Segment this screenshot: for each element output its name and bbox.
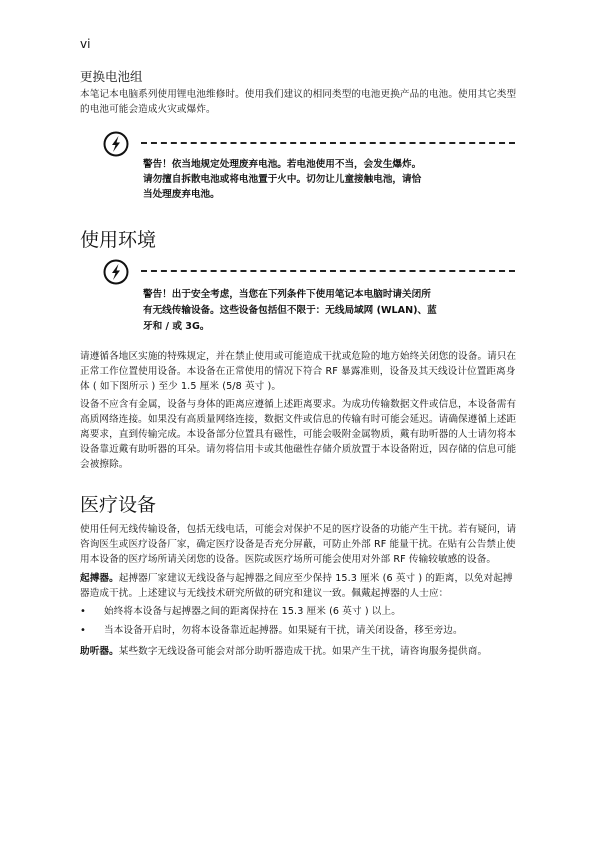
hearing-aid-text: 某些数字无线设备可能会对部分助听器造成干扰。如果产生干扰，请咨询服务提供商。 [118,646,488,657]
environment-paragraph: 设备不应含有金属，设备与身体的距离应遵循上述距离要求。为成功传输数据文件或信息，本设备需有高质网络连接。如果没有高质量网络连接，数据文件或信息的传输有时可能会延迟。请确保遵循上述距离要求，直到传输完成。本设备部分位置具有磁性，可能会吸附金属物质，戴有助听器的人士请勿将本设备靠近戴有助听器的耳朵。请勿将信用卡或其他磁性存储介质放置于本设备附近，因存储的信息可能会被擦除。 [80,399,517,470]
warning-line: 当处理废弃电池。 [143,189,220,200]
battery-heading: 更换电池组 [80,69,143,84]
hearing-aid-paragraph [80,644,520,659]
environment-paragraph: 请遵循各地区实施的特殊规定，并在禁止使用或可能造成干扰或危险的地方始终关闭您的设备。请只在正常工作位置使用设备。本设备在正常使用的情况下符合 RF 暴露准则，设备及其天线设计位置距离身体 ( 如下图所示 ) 至少 1.5 厘米 (5/8 英寸 )。 [80,351,517,392]
bullet-item [80,604,520,619]
warning-divider [141,142,515,144]
warning-divider [141,270,515,272]
warning-line: 警告！出于安全考虑，当您在下列条件下使用笔记本电脑时请关闭所 [143,289,431,300]
environment-body [80,349,520,472]
bullet-dot: • [80,606,86,617]
warning-line: 有无线传输设备。这些设备包括但不限于：无线局域网 (WLAN)、蓝 [143,305,437,316]
pacemaker-label: 起搏器。 [80,573,119,584]
warning-lightning-icon [103,131,129,157]
bullet-text: 始终将本设备与起搏器之间的距离保持在 15.3 厘米 (6 英寸 ) 以上。 [104,606,401,617]
warning-line: 牙和 / 或 3G。 [143,321,210,332]
environment-warning-text [143,287,503,335]
warning-line: 请勿擅自拆散电池或将电池置于火中。切勿让儿童接触电池，请恰 [143,174,422,185]
pacemaker-paragraph [80,571,520,601]
bullet-dot: • [80,625,86,636]
environment-heading: 使用环境 [80,229,157,251]
bullet-text: 当本设备开启时，勿将本设备靠近起搏器。如果疑有干扰，请关闭设备，移至旁边。 [104,625,463,636]
battery-paragraph [80,87,520,117]
battery-warning-text [143,157,503,202]
warning-line: 警告！依当地规定处理废弃电池。若电池使用不当，会发生爆炸。 [143,159,422,170]
page-number: vi [80,37,91,51]
medical-paragraph: 使用任何无线传输设备，包括无线电话，可能会对保护不足的医疗设备的功能产生干扰。若有疑问，请咨询医生或医疗设备厂家，确定医疗设备是否充分屏蔽，可防止外部 RF 能量干扰。在贴有公告禁止使用本设备的医疗场所请关闭您的设备。医院或医疗场所可能会使用对外部 RF 传输较敏感的设备。 [80,524,517,565]
battery-text: 本笔记本电脑系列使用锂电池维修时。使用我们建议的相同类型的电池更换产品的电池。使用其它类型的电池可能会造成火灾或爆炸。 [80,89,517,115]
warning-lightning-icon [103,259,129,285]
pacemaker-text: 起搏器厂家建议无线设备与起搏器之间应至少保持 15.3 厘米 (6 英寸 ) 的距离，以免对起搏器造成干扰。上述建议与无线技术研究所做的研究和建议一致。佩戴起搏器的人士应： [80,573,513,599]
medical-heading: 医疗设备 [80,494,157,516]
pacemaker-bullet-list [80,604,520,638]
hearing-aid-label: 助听器。 [80,646,119,657]
medical-body [80,522,520,659]
bullet-item [80,623,520,638]
